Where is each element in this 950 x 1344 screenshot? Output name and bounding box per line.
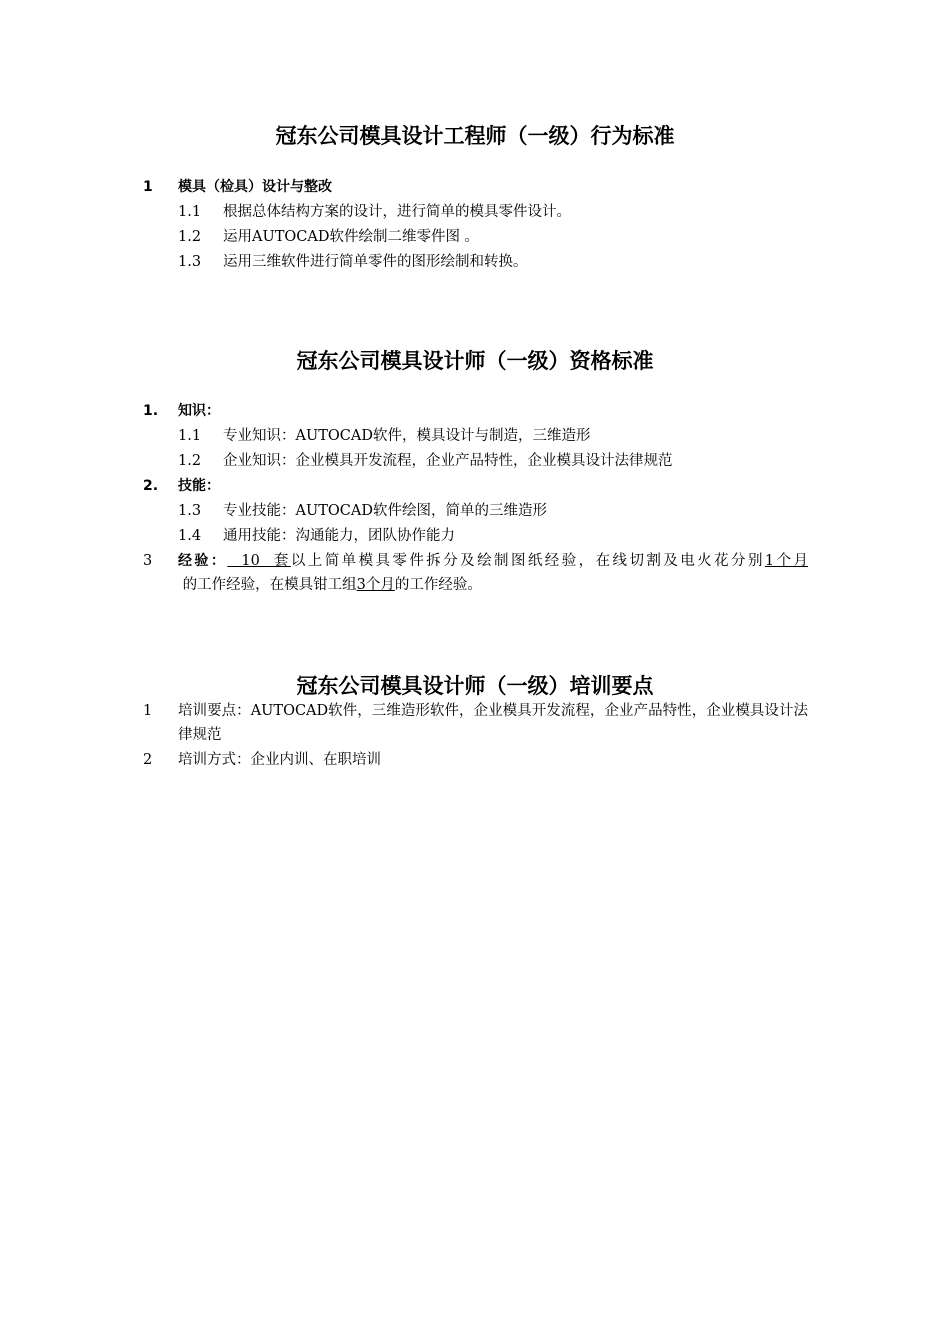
section2-sub1-number: 1.1 (178, 428, 202, 444)
experience-text-2: 的工作经验，在模具钳工组 (178, 577, 357, 593)
section1-title: 冠东公司模具设计工程师（一级）行为标准 (275, 124, 675, 148)
experience-text-3: 的工作经验。 (394, 577, 482, 593)
section1-sub2-number: 1.2 (178, 229, 202, 245)
section2-sub1-text: 专业知识：AUTOCAD软件，模具设计与制造，三维造形 (223, 428, 591, 444)
section1-sub2-text: 运用AUTOCAD软件绘制二维零件图 。 (223, 229, 480, 245)
section2-sub4-number: 1.4 (178, 528, 202, 544)
experience-count: 10 套 (227, 553, 291, 569)
section2-sub3-number: 1.3 (178, 503, 202, 519)
section1-sub1-text: 根据总体结构方案的设计，进行简单的模具零件设计。 (223, 204, 571, 220)
section2-item3-paragraph (178, 549, 808, 597)
section1-sub3-number: 1.3 (178, 254, 202, 270)
section1-item1-number: 1 (143, 179, 153, 195)
section2-item1-label: 知识： (178, 403, 220, 419)
section3-item2-text: 培训方式：企业内训、在职培训 (178, 752, 381, 768)
section1-item1-label: 模具（检具）设计与整改 (178, 179, 332, 195)
section2-sub4-text: 通用技能：沟通能力，团队协作能力 (223, 528, 455, 544)
experience-text-1: 以上简单模具零件拆分及绘制图纸经验，在线切割及电火花分别 (290, 553, 765, 569)
section2-item1-number: 1. (143, 403, 159, 419)
section2-item2-label: 技能： (178, 478, 220, 494)
section3-item1-number: 1 (143, 703, 153, 719)
section1-sub1-number: 1.1 (178, 204, 202, 220)
section2-item3-label: 经验： (178, 553, 228, 569)
section2-title: 冠东公司模具设计师（一级）资格标准 (296, 349, 654, 373)
section1-sub3-text: 运用三维软件进行简单零件的图形绘制和转换。 (223, 254, 528, 270)
section2-item2-number: 2. (143, 478, 159, 494)
section3-title: 冠东公司模具设计师（一级）培训要点 (296, 674, 654, 698)
section3-item1-text: 培训要点：AUTOCAD软件，三维造形软件，企业模具开发流程，企业产品特性，企业模具设计法律规范 (178, 703, 808, 743)
experience-duration-2: 3个月 (356, 577, 395, 593)
section2-sub3-text: 专业技能：AUTOCAD软件绘图，简单的三维造形 (223, 503, 547, 519)
experience-duration-1: 1个月 (764, 553, 809, 569)
section2-sub2-text: 企业知识：企业模具开发流程，企业产品特性，企业模具设计法律规范 (223, 453, 673, 469)
section2-item3-number: 3 (143, 553, 153, 569)
section3-item2-number: 2 (143, 752, 153, 768)
section2-sub2-number: 1.2 (178, 453, 202, 469)
